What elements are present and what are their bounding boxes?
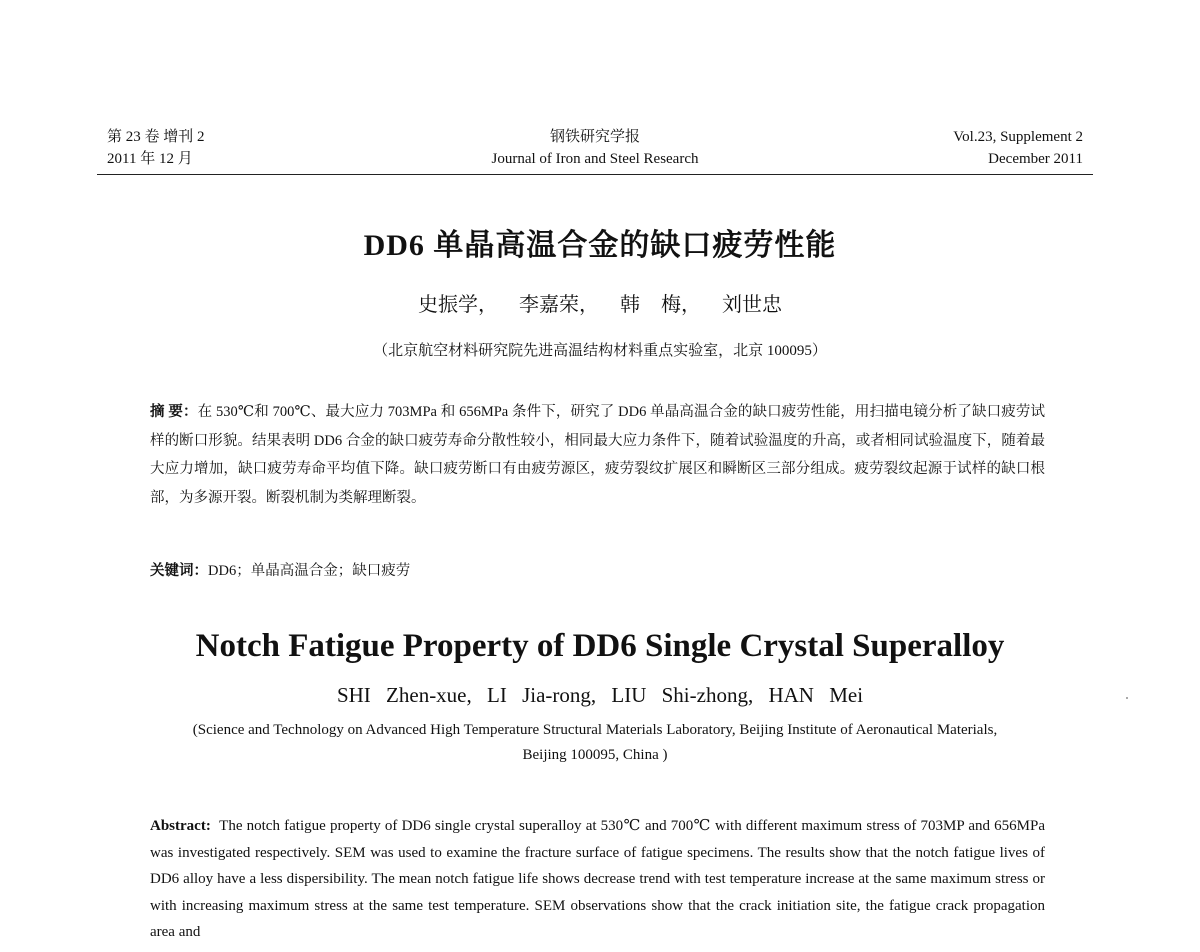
abstract-text-en: The notch fatigue property of DD6 single crystal superalloy at 530℃ and 700℃ with different maximum stress of 703MP and 656MPa was investigated respectively. SEM was used to examine the fracture surface of fatigue specimens. The results show that the notch fatigue lives of DD6 alloy have a less dispersibility. The mean notch fatigue life shows decrease trend with test temperature increase at the same maximum stress or with increasing maximum stress at the same test temperature. SEM observations show that the crack initiation site, the fatigue crack propagation area and: [150, 818, 1045, 940]
keywords-label-cn: 关键词：: [150, 563, 208, 579]
keywords-text-cn: DD6；单晶高温合金；缺口疲劳: [208, 563, 411, 579]
paper-title-cn: DD6 单晶高温合金的缺口疲劳性能: [363, 229, 837, 262]
abstract-label-en: Abstract:: [150, 818, 211, 834]
abstract-text-cn: 在 530℃和 700℃、最大应力 703MPa 和 656MPa 条件下，研究了 DD6 单晶高温合金的缺口疲劳性能，用扫描电镜分析了缺口疲劳试样的断口形貌。结果表明 DD6 合金的缺口疲劳寿命分散性较小，相同最大应力条件下，随着试验温度的升高，或者相同试验温度下，随着最大应力增加，缺口疲劳寿命平均值下降。缺口疲劳断口有由疲劳源区，疲劳裂纹扩展区和瞬断区三部分组成。疲劳裂纹起源于试样的缺口根部，为多源开裂。断裂机制为类解理断裂。: [150, 404, 1046, 506]
scan-speck: [1126, 697, 1128, 699]
header-date-en: December 2011: [988, 151, 1083, 167]
header-journal-cn: 钢铁研究学报: [549, 129, 640, 145]
affiliation-cn: （北京航空材料研究院先进高温结构材料重点实验室，北京 100095）: [373, 343, 827, 359]
header-volume-info-en: [953, 126, 1083, 170]
affiliation-en: (Science and Technology on Advanced High Temperature Structural Materials Laboratory, Beijing Institute of Aeronautical Materials, Beijing 100095, China ): [192, 722, 998, 763]
abstract-label-cn: 摘 要：: [150, 404, 198, 420]
authors-cn: 史振学， 李嘉荣， 韩 梅， 刘世忠: [418, 294, 782, 316]
paper-title-en: Notch Fatigue Property of DD6 Single Crystal Superalloy: [195, 628, 1005, 664]
header-journal-name: [97, 126, 1093, 170]
journal-header: [97, 126, 1093, 175]
abstract-en: [150, 813, 1045, 946]
header-date-cn: 2011 年 12 月: [107, 151, 193, 167]
header-volume-en: Vol.23, Supplement 2: [953, 129, 1083, 145]
header-volume: 第 23 卷 增刊 2: [107, 129, 205, 145]
authors-en: SHI Zhen-xue, LI Jia-rong, LIU Shi-zhong, HAN Mei: [336, 683, 864, 707]
keywords-cn: [150, 559, 410, 583]
abstract-cn: [150, 398, 1045, 512]
header-journal-en: Journal of Iron and Steel Research: [491, 151, 699, 167]
